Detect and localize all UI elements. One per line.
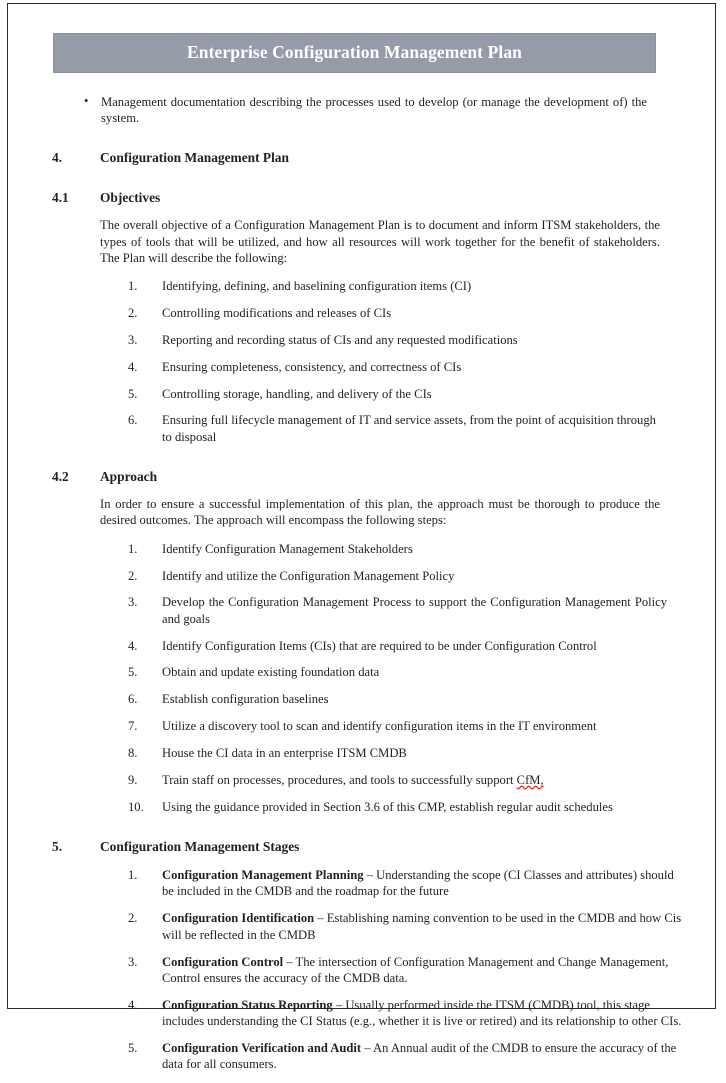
list-number: 6. — [128, 413, 138, 428]
section-paragraph: In order to ensure a successful implementation of this plan, the approach must be thorough to produce the desired outcomes. The approach will encompass the following steps: — [100, 497, 660, 528]
bullet-icon: • — [84, 94, 89, 108]
list-number: 2. — [128, 911, 138, 926]
list-number: 4. — [128, 359, 138, 374]
list-item — [128, 568, 667, 584]
list-term: Configuration Management Planning — [162, 868, 364, 883]
section-title: Configuration Management Plan — [100, 150, 289, 166]
list-text: Ensuring full lifecycle management of IT and service assets, from the point of acquisition through to disposal — [162, 413, 656, 444]
list-item — [128, 1040, 682, 1073]
list-item — [128, 745, 667, 761]
section-body-5 — [100, 867, 682, 1073]
list-item — [128, 954, 682, 987]
list-term: Configuration Identification — [162, 911, 315, 926]
list-item — [128, 799, 667, 815]
section-body-4-2 — [100, 496, 667, 815]
list-item — [128, 278, 667, 294]
list-item — [128, 412, 667, 445]
list-text: Using the guidance provided in Section 3.6 of this CMP, establish regular audit schedules — [162, 799, 613, 814]
list-number: 4. — [128, 638, 138, 653]
document-page — [7, 3, 716, 1072]
list-number: 7. — [128, 719, 138, 734]
list-item — [128, 305, 667, 321]
section-body-4-1 — [100, 217, 660, 445]
document-title: Enterprise Configuration Management Plan — [186, 42, 523, 63]
intro-bullet-list — [52, 94, 660, 126]
list-item — [128, 997, 682, 1030]
section-title: Configuration Management Stages — [100, 839, 300, 855]
list-number: 5. — [128, 665, 138, 680]
section-heading-4 — [52, 150, 660, 166]
list-number: 8. — [128, 746, 138, 761]
list-item — [128, 638, 667, 654]
list-number: 1. — [128, 541, 138, 556]
section-heading-4-2 — [52, 469, 660, 485]
section-number: 5. — [52, 839, 63, 855]
list-number: 6. — [128, 692, 138, 707]
list-number: 3. — [128, 954, 138, 969]
list-text: Identify Configuration Management Stakeholders — [162, 541, 413, 556]
section-heading-4-1 — [52, 190, 660, 206]
list-number: 1. — [128, 868, 138, 883]
section-paragraph: The overall objective of a Configuration Management Plan is to document and inform ITSM stakeholders, the types of tools that will be utilized, and how all resources will work together for the benefit of stakeholders. The Plan will describe the following: — [100, 218, 660, 265]
section-title: Objectives — [100, 190, 161, 206]
list-text: Obtain and update existing foundation data — [162, 665, 380, 680]
list-number: 10. — [128, 799, 144, 814]
stages-list — [100, 867, 682, 1073]
list-text: Ensuring completeness, consistency, and correctness of CIs — [162, 359, 462, 374]
list-term: Configuration Verification and Audit — [162, 1040, 362, 1055]
list-number: 1. — [128, 279, 138, 294]
list-item — [128, 910, 682, 943]
list-number: 3. — [128, 332, 138, 347]
list-text: Identify Configuration Items (CIs) that are required to be under Configuration Control — [162, 638, 597, 653]
list-item — [128, 332, 667, 348]
list-item — [128, 359, 667, 375]
list-text: Reporting and recording status of CIs and any requested modifications — [162, 332, 518, 347]
list-number: 3. — [128, 595, 138, 610]
section-number: 4.1 — [52, 190, 69, 206]
list-text: – An Annual audit of the CMDB to ensure the accuracy of the data for all consumers. — [162, 1040, 677, 1072]
list-item — [128, 867, 682, 900]
list-item — [128, 386, 667, 402]
list-text: – Establishing naming convention to be used in the CMDB and how Cis will be reflected in the CMDB — [162, 911, 682, 942]
list-number: 5. — [128, 386, 138, 401]
page-content — [52, 33, 682, 1083]
list-number: 4. — [128, 997, 138, 1012]
list-number: 9. — [128, 772, 138, 787]
objectives-list — [100, 278, 660, 445]
list-number: 2. — [128, 306, 138, 321]
section-title: Approach — [100, 469, 158, 485]
bullet-text: Management documentation describing the processes used to develop (or manage the development of) the system. — [101, 95, 647, 126]
list-text: Identify and utilize the Configuration Management Policy — [162, 568, 455, 583]
list-text: Controlling modifications and releases of CIs — [162, 306, 392, 321]
list-item — [128, 541, 667, 557]
approach-list — [100, 541, 667, 815]
list-item — [128, 594, 667, 627]
section-number: 4. — [52, 150, 63, 166]
list-term: Configuration Control — [162, 954, 284, 969]
list-text: Train staff on processes, procedures, and tools to successfully support — [162, 772, 517, 787]
list-text: – The intersection of Configuration Management and Change Management, Control ensures the accuracy of the CMDB data. — [162, 954, 669, 985]
list-item — [128, 691, 667, 707]
list-term: Configuration Status Reporting — [162, 997, 333, 1012]
list-item — [128, 718, 667, 734]
list-item — [128, 772, 667, 788]
list-text: – Understanding the scope (CI Classes and attributes) should be included in the CMDB and the roadmap for the future — [162, 868, 674, 899]
list-text: – Usually performed inside the ITSM (CMDB) tool, this stage includes understanding the CI Status (e.g., whether it is live or retired) and its relationship to other CIs. — [162, 997, 682, 1029]
list-text: Establish configuration baselines — [162, 692, 329, 707]
section-heading-5 — [52, 839, 660, 855]
list-number: 5. — [128, 1040, 138, 1055]
list-number: 2. — [128, 568, 138, 583]
list-text: Identifying, defining, and baselining configuration items (CI) — [162, 279, 472, 294]
misspelled-word: CfM, — [516, 772, 544, 787]
list-text: Controlling storage, handling, and delivery of the CIs — [162, 386, 432, 401]
list-text: Develop the Configuration Management Process to support the Configuration Management Policy and goals — [162, 595, 667, 626]
list-text: House the CI data in an enterprise ITSM CMDB — [162, 746, 407, 761]
list-item — [52, 94, 647, 126]
list-text: Utilize a discovery tool to scan and identify configuration items in the IT environment — [162, 719, 597, 734]
list-item — [128, 664, 667, 680]
section-number: 4.2 — [52, 469, 69, 485]
document-title-banner — [53, 33, 656, 73]
